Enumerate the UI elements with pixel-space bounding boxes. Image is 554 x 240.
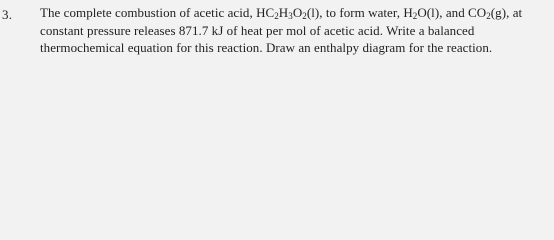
formula-part: HC [256, 5, 275, 20]
question-text [40, 4, 550, 57]
formula-subscript: 2 [274, 11, 279, 21]
water-formula [403, 5, 439, 20]
formula-part: (l) [306, 5, 320, 20]
formula-part: H [278, 5, 289, 20]
formula-part: O [292, 5, 303, 20]
question-line-3: thermochemical equation for this reaction. Draw an enthalpy diagram for the reaction. [40, 40, 493, 55]
line1-intro-text: The complete combustion of acetic acid, [40, 5, 257, 20]
question-block [0, 0, 554, 67]
formula-subscript: 2 [412, 11, 418, 21]
formula-part: H [403, 5, 413, 20]
formula-subscript: 2 [486, 11, 491, 21]
formula-part: O(l) [417, 5, 440, 20]
question-line-1 [40, 4, 550, 22]
line1-end-text: , at [506, 5, 523, 20]
co2-formula [468, 5, 506, 20]
line1-and-text: , and [439, 5, 469, 20]
question-line-2: constant pressure releases 871.7 kJ of heat per mol of acetic acid. Write a balanced [40, 22, 475, 38]
line1-water-text: , to form water, [319, 5, 404, 20]
acetic-acid-formula [256, 5, 319, 20]
formula-subscript: 3 [288, 11, 293, 21]
question-number: 3. [2, 7, 13, 22]
formula-part: (g) [490, 5, 507, 20]
formula-part: CO [468, 5, 487, 20]
formula-subscript: 2 [302, 11, 307, 21]
